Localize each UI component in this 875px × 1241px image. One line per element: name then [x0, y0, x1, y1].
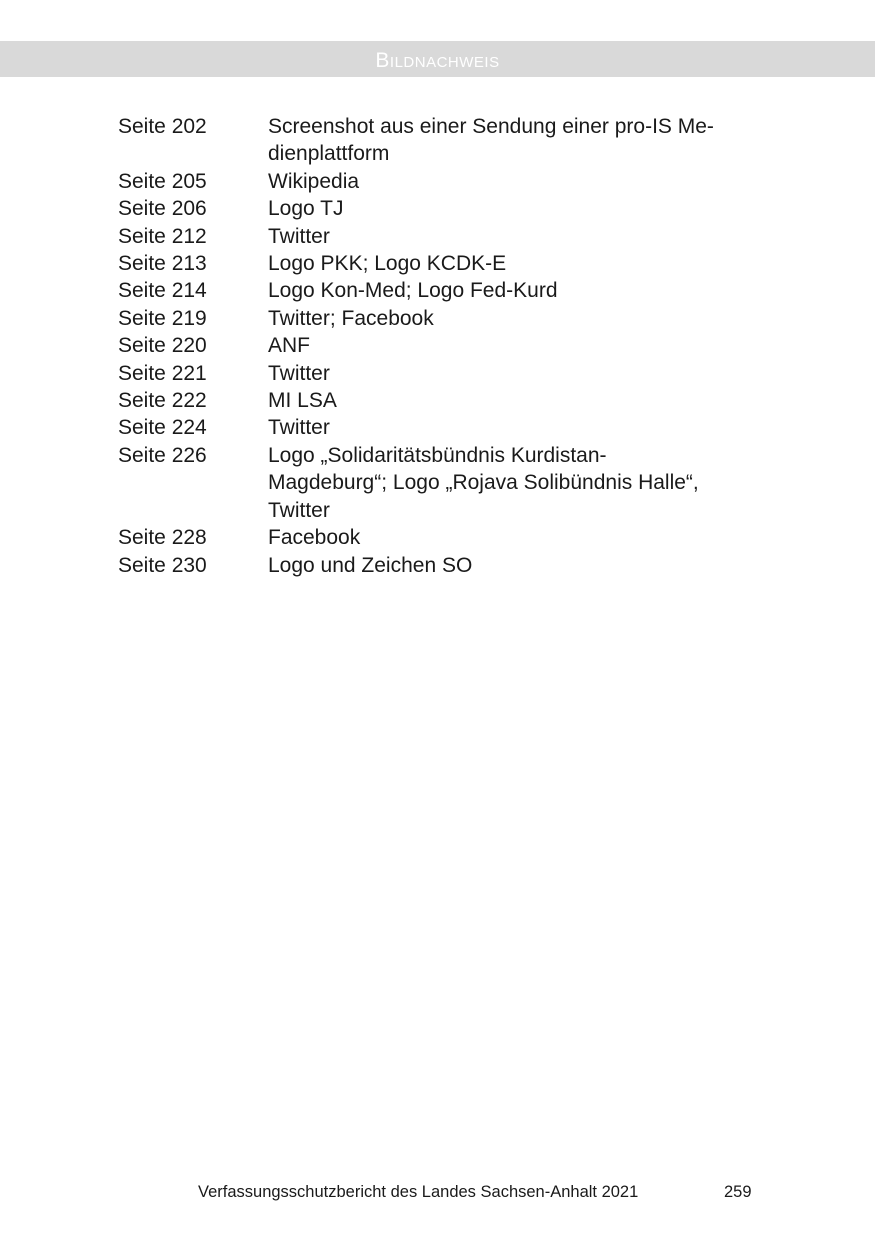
list-item [118, 442, 758, 524]
credit-page: Seite 212 [118, 224, 207, 248]
list-item [118, 223, 758, 250]
credit-page: Seite 222 [118, 389, 207, 413]
credit-page: Seite 228 [118, 526, 207, 550]
list-item [118, 113, 758, 168]
credit-source: MI LSA [268, 389, 337, 413]
list-item [118, 277, 758, 304]
list-item [118, 360, 758, 387]
list-item [118, 305, 758, 332]
credit-page: Seite 206 [118, 197, 207, 221]
credit-page: Seite 221 [118, 361, 207, 385]
list-item [118, 195, 758, 222]
credit-source: Screenshot aus einer Sendung einer pro-IS Me- dienplattform [268, 115, 714, 166]
credit-page: Seite 226 [118, 443, 207, 467]
credit-source: Twitter [268, 361, 330, 385]
credit-source: Logo PKK; Logo KCDK-E [268, 252, 507, 276]
credit-source: Logo „Solidaritätsbündnis Kurdistan- Magdeburg“; Logo „Rojava Solibündnis Halle“, Twitter [268, 443, 699, 522]
credit-source: Logo und Zeichen SO [268, 553, 473, 577]
credit-page: Seite 219 [118, 306, 207, 330]
list-item [118, 414, 758, 441]
page-number: 259 [724, 1183, 752, 1201]
page-title: Bildnachweis [375, 49, 500, 72]
footer-publication-title: Verfassungsschutzbericht des Landes Sachsen-Anhalt 2021 [198, 1183, 639, 1201]
list-item [118, 524, 758, 551]
list-item [118, 168, 758, 195]
credit-source: ANF [268, 334, 310, 358]
credit-source: Wikipedia [268, 169, 360, 193]
list-item [118, 387, 758, 414]
credit-page: Seite 230 [118, 553, 207, 577]
credit-source: Facebook [268, 526, 361, 550]
credit-page: Seite 224 [118, 416, 207, 440]
credit-page: Seite 213 [118, 252, 207, 276]
credit-page: Seite 205 [118, 169, 207, 193]
list-item [118, 250, 758, 277]
credit-source: Twitter [268, 416, 330, 440]
list-item [118, 552, 758, 579]
credits-list [118, 113, 758, 579]
credit-source: Logo Kon-Med; Logo Fed-Kurd [268, 279, 558, 303]
credit-page: Seite 214 [118, 279, 207, 303]
credit-page: Seite 220 [118, 334, 207, 358]
credit-page: Seite 202 [118, 115, 207, 138]
credit-source: Twitter; Facebook [268, 306, 434, 330]
credit-source: Logo TJ [268, 197, 344, 221]
list-item [118, 332, 758, 359]
credit-source: Twitter [268, 224, 330, 248]
